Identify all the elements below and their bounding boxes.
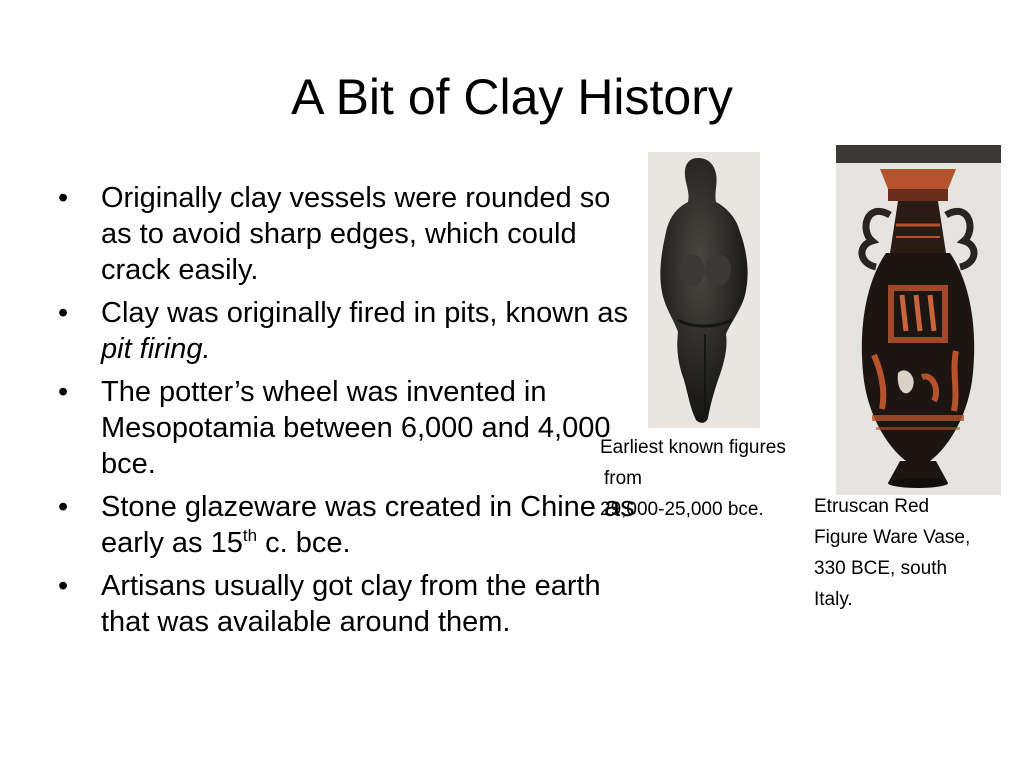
caption-line: 330 BCE, south xyxy=(814,558,948,579)
bullet-item xyxy=(56,180,636,288)
bullet-item xyxy=(56,374,636,482)
vase-caption xyxy=(814,491,970,615)
caption-line: Earliest known figures xyxy=(600,437,786,458)
caption-line: Italy. xyxy=(814,589,853,610)
bullet-item xyxy=(56,568,636,640)
bullet-item xyxy=(56,295,636,367)
figurine-image xyxy=(648,152,760,428)
bullet-text: The potter’s wheel was invented in Mesopotamia between 6,000 and 4,000 bce. xyxy=(101,376,611,480)
bullet-text: Stone glazeware was created in Chine as early as 15 xyxy=(101,491,635,559)
bullet-text: Artisans usually got clay from the earth that was available around them. xyxy=(101,570,601,638)
superscript: th xyxy=(242,526,258,545)
vase-image xyxy=(836,145,1001,495)
bullet-text-end: c. bce. xyxy=(257,527,351,559)
figurine-illustration xyxy=(648,152,760,428)
caption-line: Figure Ware Vase, xyxy=(814,527,971,548)
bullet-list xyxy=(56,180,636,647)
vase-illustration xyxy=(836,145,1001,495)
bullet-text: Clay was originally fired in pits, known as xyxy=(101,297,629,329)
slide-title: A Bit of Clay History xyxy=(291,69,733,125)
bullet-text: Originally clay vessels were rounded so as to avoid sharp edges, which could crack easily. xyxy=(101,182,611,286)
bullet-item xyxy=(56,489,636,561)
bullet-italic-term: pit firing. xyxy=(101,333,211,365)
caption-line: from xyxy=(604,468,642,489)
figurine-caption xyxy=(600,432,786,525)
caption-line: Etruscan Red xyxy=(814,496,930,517)
caption-line: 29,000-25,000 bce. xyxy=(600,499,764,520)
